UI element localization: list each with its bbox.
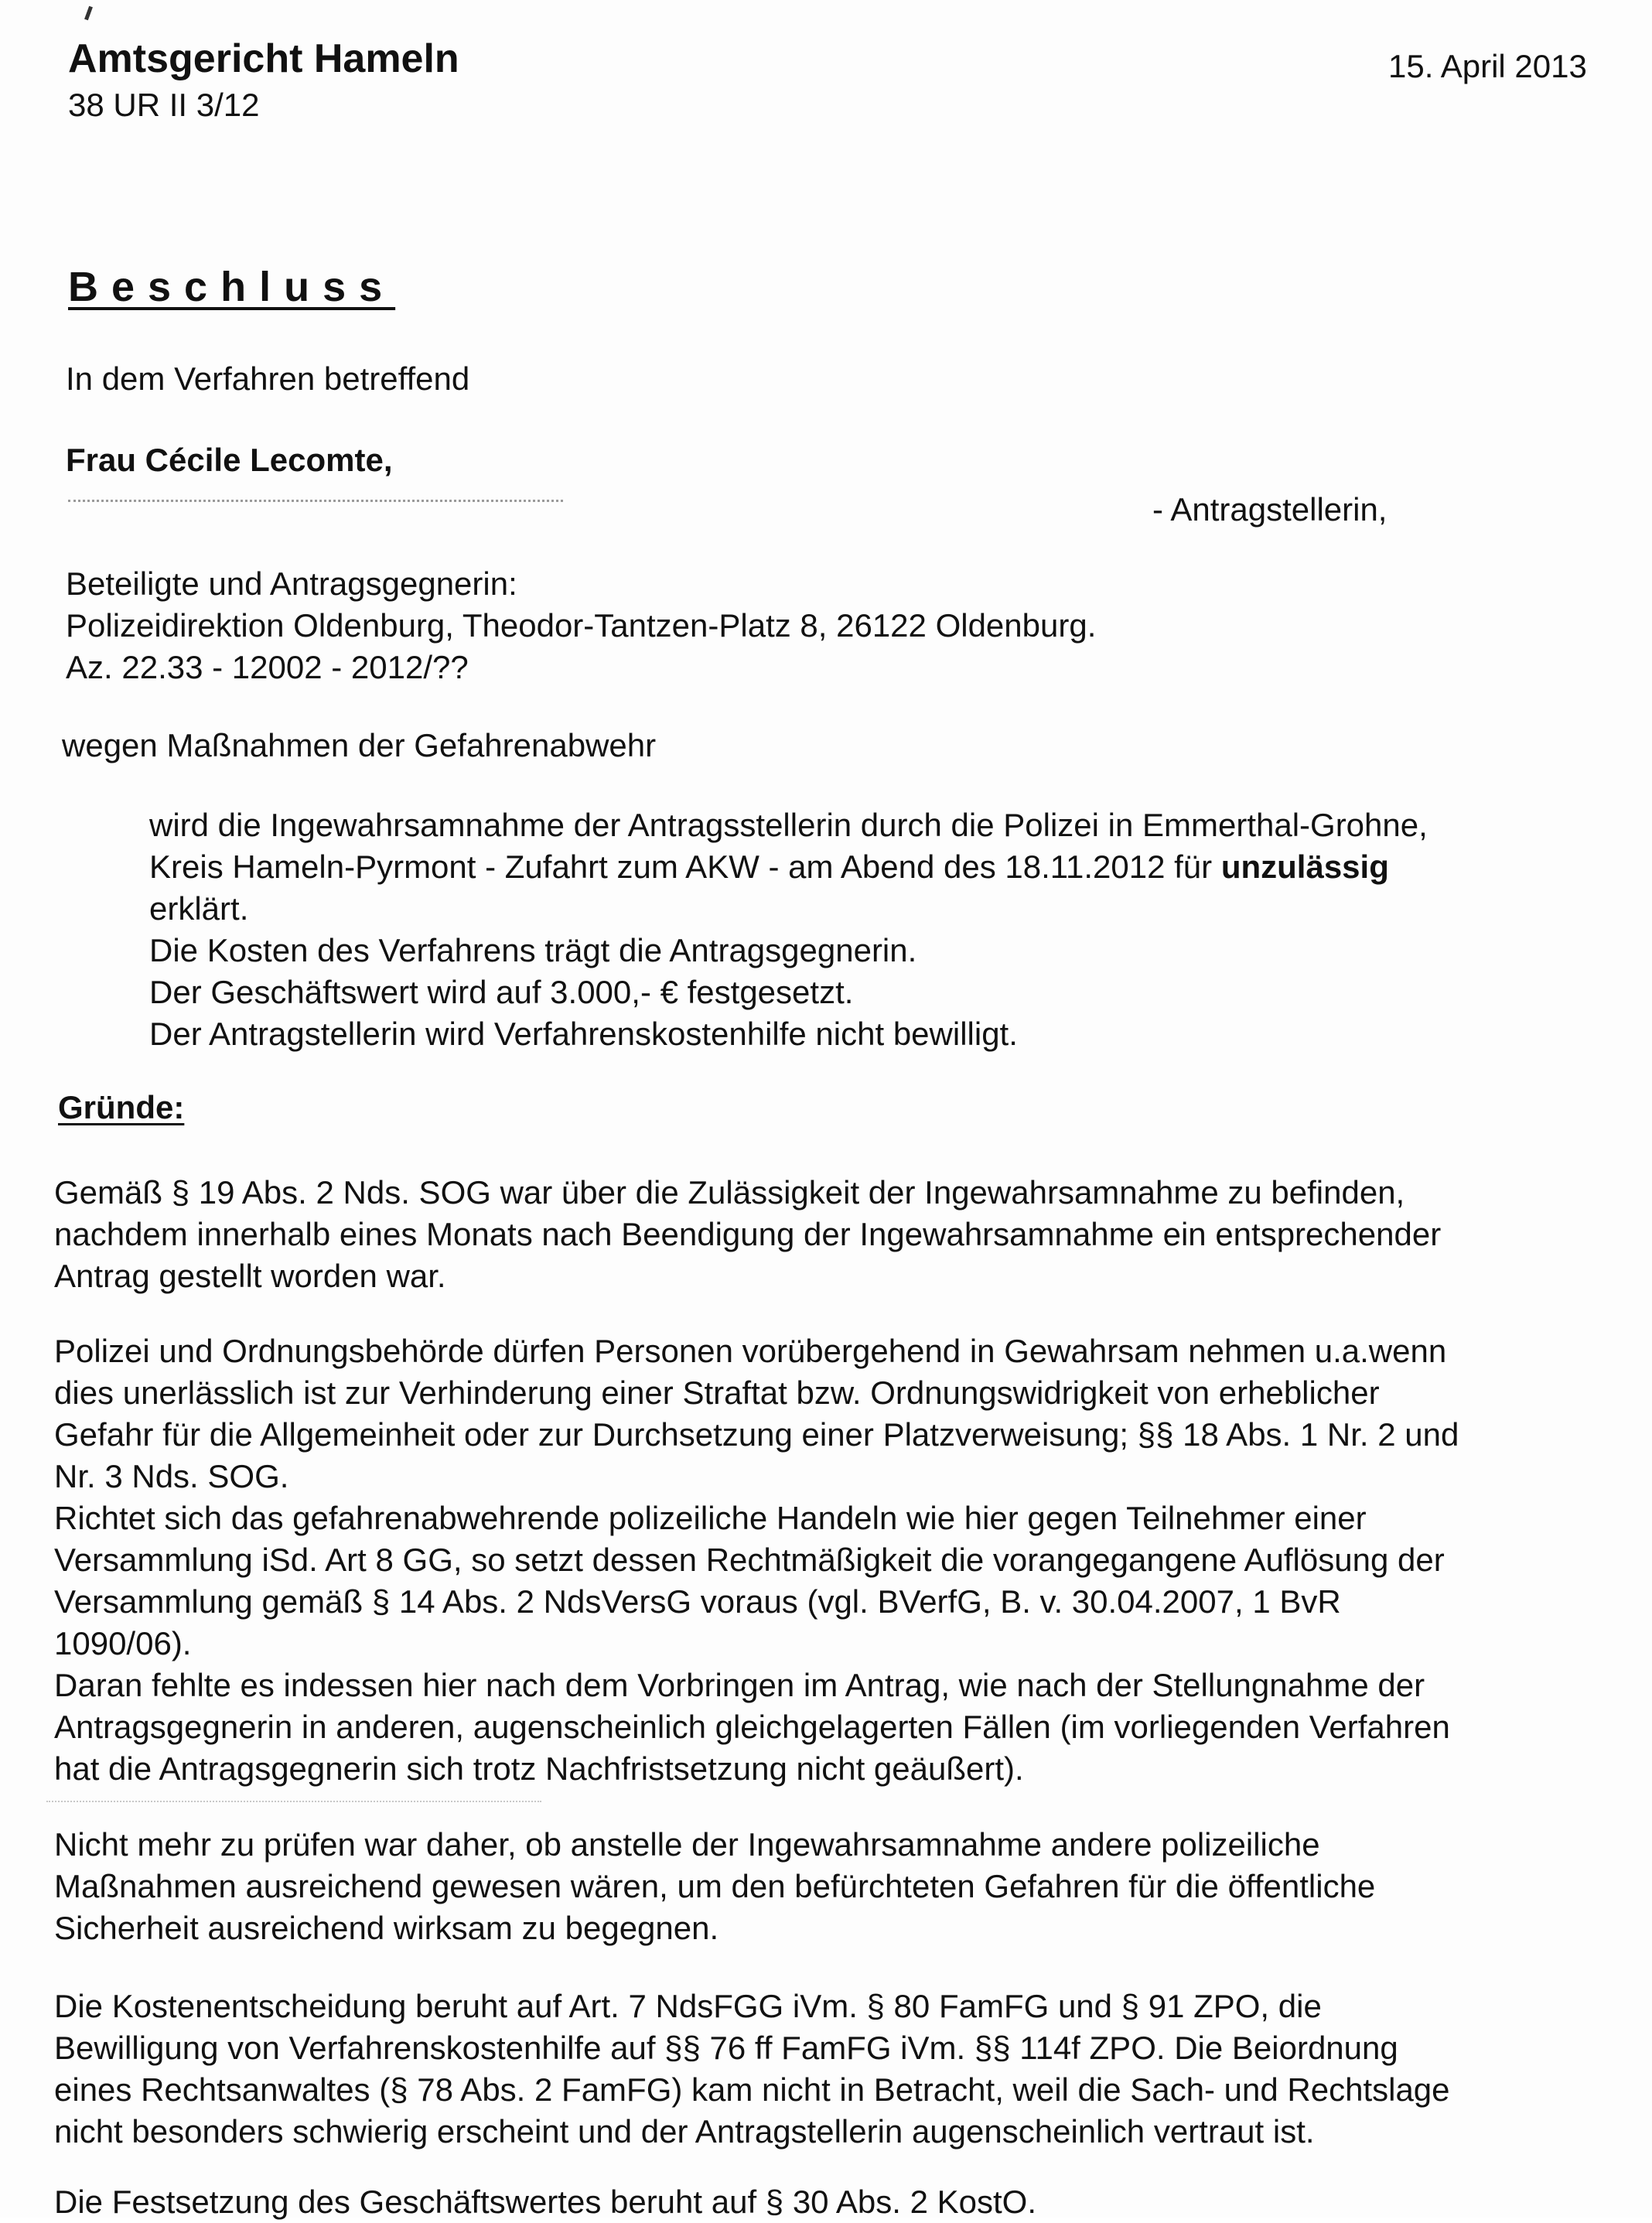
ruling-costs: Die Kosten des Verfahrens trägt die Antragsgegnerin. (149, 932, 917, 968)
ruling-value: Der Geschäftswert wird auf 3.000,- € festgesetzt. (149, 974, 854, 1010)
applicant-role: - Antragstellerin, (1152, 491, 1387, 528)
paragraph-line: Bewilligung von Verfahrenskostenhilfe auf §§ 76 ff FamFG iVm. §§ 114f ZPO. Die Beiordnung (54, 2030, 1398, 2066)
subject-line: wegen Maßnahmen der Gefahrenabwehr (62, 727, 657, 763)
paragraph-line: Daran fehlte es indessen hier nach dem Vorbringen im Antrag, wie nach der Stellungnahme der (54, 1667, 1425, 1703)
paragraph-line: nicht besonders schwierig erscheint und der Antragstellerin augenscheinlich vertraut ist. (54, 2113, 1315, 2150)
document-title: Beschluss (68, 264, 396, 310)
paragraph-line: Nicht mehr zu prüfen war daher, ob anstelle der Ingewahrsamnahme andere polizeiliche (54, 1826, 1320, 1863)
opponent-label: Beteiligte und Antragsgegnerin: (66, 565, 517, 602)
ruling-verdict: unzulässig (1220, 849, 1389, 885)
reasons-paragraph-5 (54, 2181, 1036, 2223)
paragraph-line: Versammlung iSd. Art 8 GG, so setzt dessen Rechtmäßigkeit die vorangegangene Auflösung der (54, 1542, 1445, 1578)
ruling-line (149, 846, 1428, 888)
ruling-line: wird die Ingewahrsamnahme der Antragsstellerin durch die Polizei in Emmerthal-Grohne, (149, 807, 1428, 843)
ruling-line: erklärt. (149, 890, 249, 927)
paragraph-line: 1090/06). (54, 1625, 192, 1661)
opponent-reference: Az. 22.33 - 12002 - 2012/?? (66, 649, 469, 685)
paragraph-line: Maßnahmen ausreichend gewesen wären, um den befürchteten Gefahren für die öffentliche (54, 1868, 1376, 1904)
paragraph-line: Richtet sich das gefahrenabwehrende polizeiliche Handeln wie hier gegen Teilnehmer einer (54, 1500, 1367, 1536)
ruling-block (149, 804, 1428, 1055)
opponent-address: Polizeidirektion Oldenburg, Theodor-Tantzen-Platz 8, 26122 Oldenburg. (66, 607, 1097, 644)
paragraph-line: Die Kostenentscheidung beruht auf Art. 7 NdsFGG iVm. § 80 FamFG und § 91 ZPO, die (54, 1988, 1322, 2024)
paragraph-line: dies unerlässlich ist zur Verhinderung einer Straftat bzw. Ordnungswidrigkeit von erheblicher (54, 1374, 1380, 1411)
reasons-paragraph-3 (54, 1824, 1375, 1949)
docket-number: 38 UR II 3/12 (68, 87, 260, 123)
paragraph-line: Gefahr für die Allgemeinheit oder zur Durchsetzung einer Platzverweisung; §§ 18 Abs. 1 Nr. 2 und (54, 1416, 1459, 1453)
paragraph-line: Versammlung gemäß § 14 Abs. 2 NdsVersG voraus (vgl. BVerfG, B. v. 30.04.2007, 1 BvR (54, 1583, 1341, 1620)
ruling-legal-aid: Der Antragstellerin wird Verfahrenskostenhilfe nicht bewilligt. (149, 1016, 1018, 1052)
scan-artifact-mark (84, 6, 93, 21)
reasons-paragraph-1 (54, 1172, 1441, 1297)
paragraph-line: Sicherheit ausreichend wirksam zu begegnen. (54, 1910, 719, 1946)
paragraph-line: Antragsgegnerin in anderen, augenscheinlich gleichgelagerten Fällen (im vorliegenden Verfahren (54, 1709, 1450, 1745)
ruling-line-text: Kreis Hameln-Pyrmont - Zufahrt zum AKW - am Abend des 18.11.2012 für (149, 849, 1221, 885)
reasons-paragraph-4 (54, 1986, 1450, 2153)
opponent-block (66, 563, 1096, 688)
intro-line: In dem Verfahren betreffend (66, 360, 470, 397)
paragraph-line: Nr. 3 Nds. SOG. (54, 1458, 289, 1494)
applicant-name: Frau Cécile Lecomte, (66, 442, 393, 478)
paragraph-line: hat die Antragsgegnerin sich trotz Nachfristsetzung nicht geäußert). (54, 1750, 1024, 1787)
scan-artifact-line (46, 1801, 541, 1802)
paragraph-line: Die Festsetzung des Geschäftswertes beruht auf § 30 Abs. 2 KostO. (54, 2184, 1037, 2220)
redacted-address (68, 495, 563, 502)
paragraph-line: Antrag gestellt worden war. (54, 1258, 446, 1294)
paragraph-line: eines Rechtsanwaltes (§ 78 Abs. 2 FamFG) kam nicht in Betracht, weil die Sach- und Rechtslage (54, 2071, 1450, 2108)
reasons-paragraph-2 (54, 1330, 1459, 1790)
document-date: 15. April 2013 (1388, 48, 1587, 84)
reasons-heading: Gründe: (58, 1089, 185, 1125)
paragraph-line: Polizei und Ordnungsbehörde dürfen Personen vorübergehend in Gewahrsam nehmen u.a.wenn (54, 1333, 1447, 1369)
court-name: Amtsgericht Hameln (68, 36, 459, 81)
paragraph-line: nachdem innerhalb eines Monats nach Beendigung der Ingewahrsamnahme ein entsprechender (54, 1216, 1442, 1252)
paragraph-line: Gemäß § 19 Abs. 2 Nds. SOG war über die Zulässigkeit der Ingewahrsamnahme zu befinden, (54, 1174, 1405, 1211)
